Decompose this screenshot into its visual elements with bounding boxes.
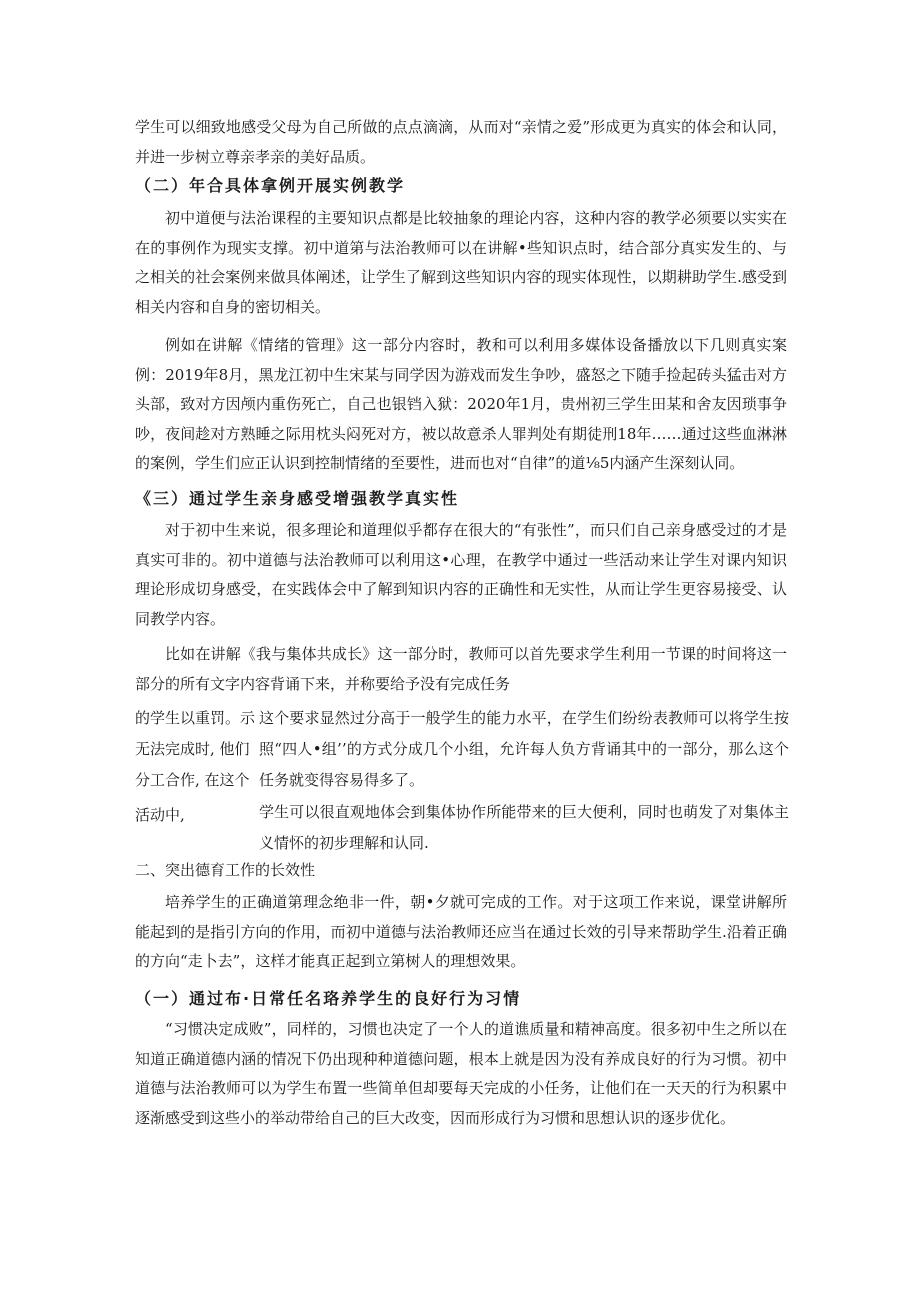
paragraph-emotion-cases: 例如在讲解《情绪的管理》这一部分内容时，教和可以利用多媒体设备播放以下几则真实案例：2019年8月，黑龙江初中生宋某与同学因为游戏而发生争吵，盛怒之下随手捡起砖头猛击对方头部，致对方因颅内重伤死亡，自己也银铛入狱：2020年1月，贵州初三学生田某和舍友因琐事争吵，夜间趁对方熟睡之际用枕头闷死对方，被以故意杀人罪判处有期徒刑18年……通过这些血淋淋的案例，学生们应正认识到控制情绪的至要性，进而也对“自律”的道⅛5内涵产生深刻认同。: [135, 336, 787, 472]
paragraph-habits: “习惯决定成败”，同样的，习惯也决定了一个人的道谯质量和精神高度。很多初中生之所以在知道正确道德内涵的情况下仍出现种种道德问题，根本上就是因为没有养成良好的行为习惯。初中道德与法治教师可以为学生布置一些简单但却要每天完成的小任务，让他们在一天天的行为积累中逐渐感受到这些小的举动带给自己的巨大改变，因而形成行为习惯和思想认识的逐步优化。: [135, 1020, 787, 1127]
side-column: [135, 703, 255, 831]
heading-personal-experience: 《三）通过学生亲身感受增强教学真实性: [135, 489, 460, 508]
main-column-collective-benefit: 学生可以很直观地体会到集体协作所能带来的巨大便利，同时也萌发了对集体主义情怀的初步理解和认同.: [259, 803, 789, 852]
paragraph-experience: 对于初中生来说，很多理论和道理似乎都存在很大的“有张性”，而只们自己亲身感受过的才是真实可非的。初中道德与法治教师可以利用这•心理，在教学中通过一些活动来让学生对课内知识理论形成切身感受，在实践体会中了解到知识内容的正确性和无实性，从而让学生更容易接受、认同教学内容。: [135, 521, 787, 628]
paragraph-family-love: 学生可以细致地感受父母为自己所做的点点滴滴，从而对“亲情之爱”形成更为真实的体会和认同，并进一步树立尊亲孝亲的美好品质。: [135, 118, 787, 166]
side-line: 活动中,: [135, 806, 185, 824]
side-line: 分工合作, 在这个: [135, 771, 250, 789]
paragraph-collective-growth: 比如在讲解《我与集体共成长》这一部分时，教师可以首先要求学生利用一节课的时间将这一部分的所有文字内容背诵下来，并称要给予没有完成任务: [135, 645, 787, 693]
heading-case-teaching: （二）年合具体拿例开展实例教学: [135, 176, 406, 195]
side-line: 无法完成时, 他们: [135, 740, 250, 758]
heading-daily-habits: （一）通过布·日常任名珞养学生的良好行为习情: [135, 989, 522, 1008]
paragraph-long-term-guidance: 培养学生的正确道第理念绝非一件，朝•夕就可完成的工作。对于这项工作来说，课堂讲解所能起到的是指引方向的作用，而初中道德与法治教师还应当在通过长效的引导来帮助学生.沿着正确的方向“走卜去”，这样才能真正起到立第树人的理想效果。: [135, 893, 787, 970]
main-column-group-task: 这个要求显然过分高于一般学生的能力水平，在学生们纷纷表教师可以将学生按照“四人•组’’的方式分成几个小组，允许每人负方背诵其中的一部分，那么这个任务就变得容易得多了。: [259, 709, 789, 789]
paragraph-abstract-knowledge: 初中道便与法治课程的主要知识点都是比较抽象的理论内容，这种内容的教学必须要以实实在在的事例作为现实支撑。初中道第与法治教师可以在讲解•些知识点时，结合部分真实发生的、与之相关的社会案例来做具体阐述，让学生了解到这些知识内容的现实体现性，以期耕助学生.感受到相关内容和自身的密切相关。: [135, 209, 787, 316]
section-heading-long-term: 二、突出德育工作的长效性: [135, 861, 316, 879]
side-line: 的学生以重罚。示: [135, 709, 256, 727]
